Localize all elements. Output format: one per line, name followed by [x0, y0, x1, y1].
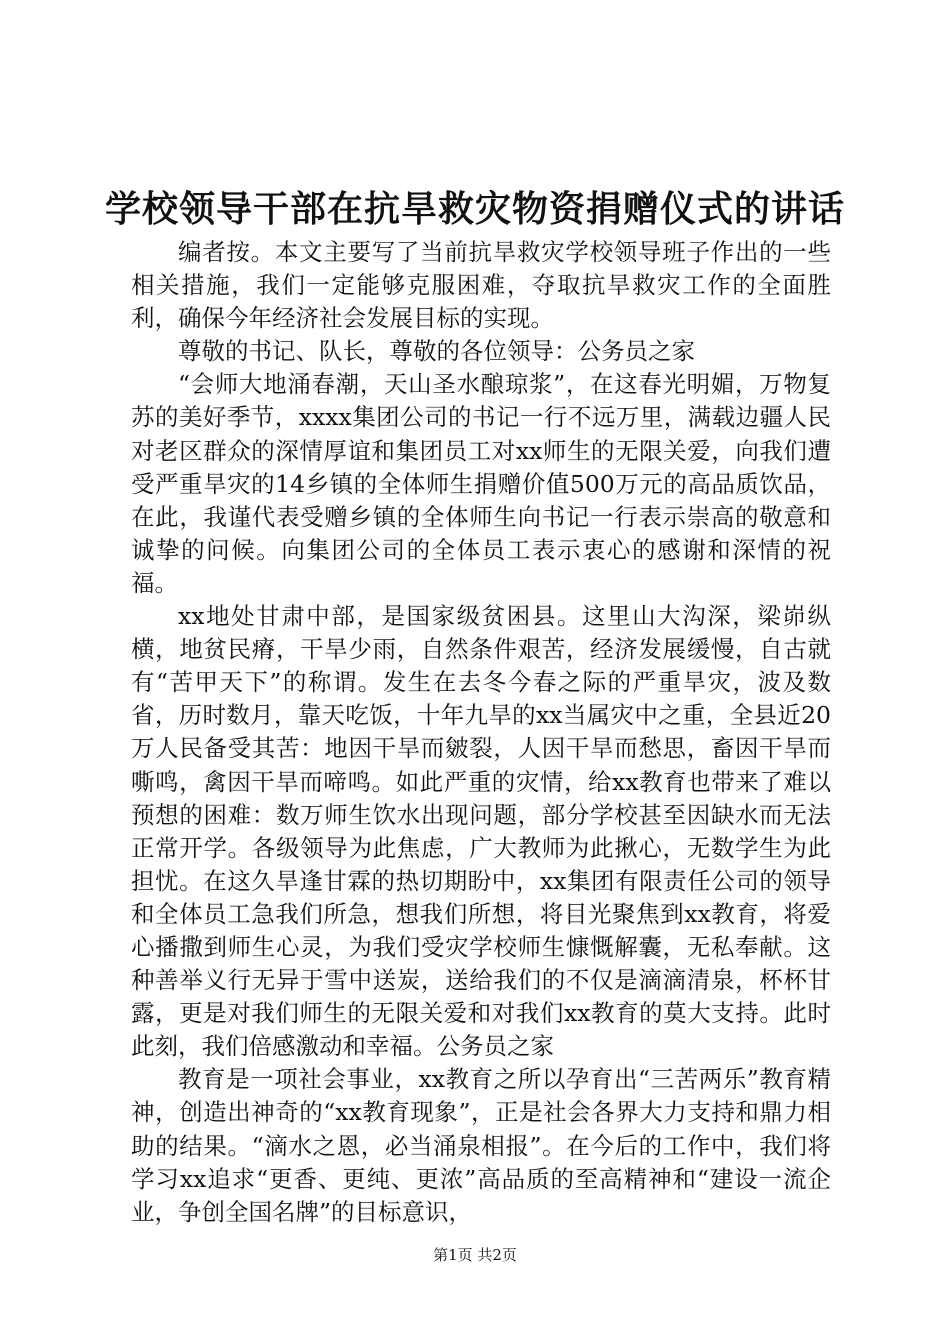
page-number-footer: 第1页 共2页 — [433, 1246, 517, 1264]
salutation-paragraph: 尊敬的书记、队长，尊敬的各位领导：公务员之家 — [178, 337, 695, 366]
body-paragraph: xx地处甘肃中部，是国家级贫困县。这里山大沟深，梁峁纵横，地贫民瘠，干旱少雨，自然条件艰苦，经济发展缓慢，自古就有“苦甲天下”的称谓。发生在去冬今春之际的严重旱灾，波及数省，历时数月，靠天吃饭，十年九旱的xx当属灾中之重，全县近20万人民备受其苦：地因干旱而皴裂，人因干旱而愁思，畜因干旱而嘶鸣，禽因干旱而啼鸣。如此严重的灾情，给xx教育也带来了难以预想的困难：数万师生饮水出现问题，部分学校甚至因缺水而无法正常开学。各级领导为此焦虑，广大教师为此揪心，无数学生为此担忧。在这久旱逢甘霖的热切期盼中，xx集团有限责任公司的领导和全体员工急我们所急，想我们所想，将目光聚焦到xx教育，将爱心播撒到师生心灵，为我们受灾学校师生慷慨解囊，无私奉献。这种善举义行无异于雪中送炭，送给我们的不仅是滴滴清泉，杯杯甘露，更是对我们师生的无限关爱和对我们xx教育的莫大支持。此时此刻，我们倍感激动和幸福。公务员之家 — [131, 602, 831, 1061]
document-title: 学校领导干部在抗旱救灾物资捐赠仪式的讲话 — [104, 188, 845, 230]
editor-note-paragraph: 编者按。本文主要写了当前抗旱救灾学校领导班子作出的一些相关措施，我们一定能够克服困难，夺取抗旱救灾工作的全面胜利，确保今年经济社会发展目标的实现。 — [131, 238, 831, 333]
body-paragraph: “会师大地涌春潮，天山圣水酿琼浆”，在这春光明媚，万物复苏的美好季节，xxxx集团公司的书记一行不远万里，满载边疆人民对老区群众的深情厚谊和集团员工对xx师生的无限关爱，向我们遭受严重旱灾的14乡镇的全体师生捐赠价值500万元的高品质饮品，在此，我谨代表受赠乡镇的全体师生向书记一行表示崇高的敬意和诚挚的问候。向集团公司的全体员工表示衷心的感谢和深情的祝福。 — [131, 370, 831, 597]
body-paragraph: 教育是一项社会事业，xx教育之所以孕育出“三苦两乐”教育精神，创造出神奇的“xx教育现象”，正是社会各界大力支持和鼎力相助的结果。“滴水之恩，必当涌泉相报”。在今后的工作中，我们将学习xx追求“更香、更纯、更浓”高品质的至高精神和“建设一流企业，争创全国名牌”的目标意识， — [131, 1065, 831, 1226]
document-body — [131, 236, 831, 1229]
